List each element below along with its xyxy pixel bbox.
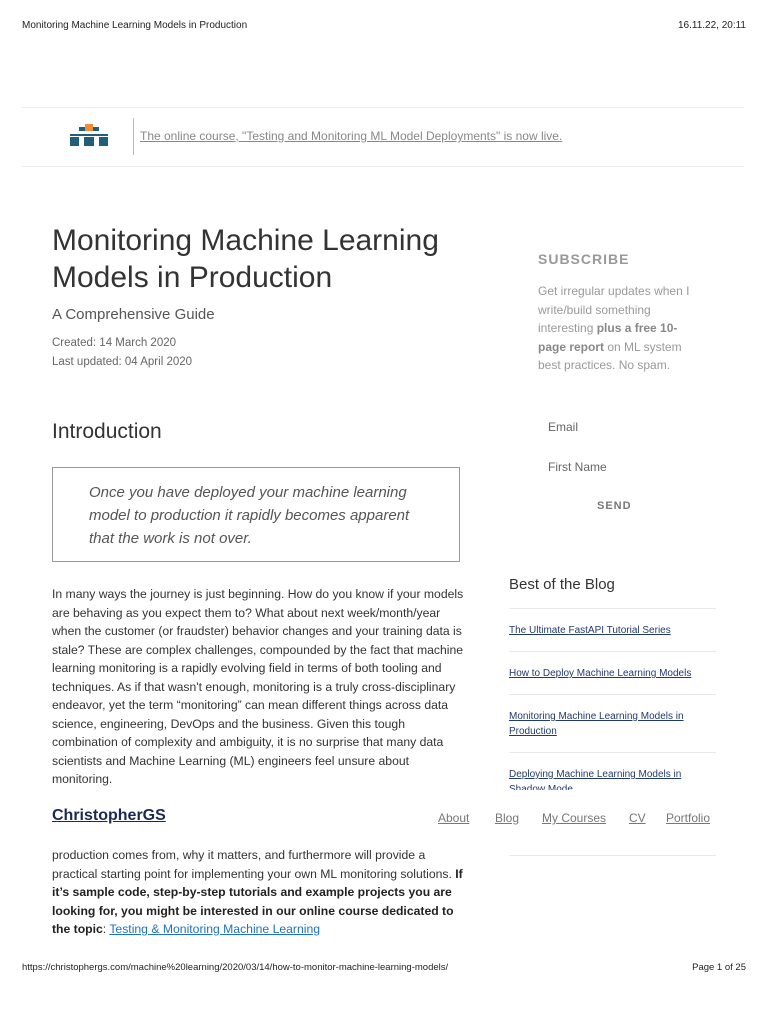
intro-paragraph-continued [52,846,467,939]
email-field[interactable]: Email [548,420,579,434]
paragraph-colon: : [102,922,110,936]
best-of-blog-heading: Best of the Blog [509,576,615,593]
created-date: Created: 14 March 2020 [52,337,177,349]
subscribe-bold-text: plus a free 10-page report [538,321,678,354]
site-logo-icon[interactable] [70,124,108,146]
nav-my-courses[interactable]: My Courses [542,811,607,825]
divider [133,118,134,155]
subscribe-heading: SUBSCRIBE [538,251,630,267]
subscribe-description [538,282,698,375]
site-brand-link[interactable]: ChristopherGS [52,807,166,824]
print-footer-page: Page 1 of 25 [692,962,746,973]
divider [509,694,716,695]
subscribe-text: Get irregular updates when I write/build something interesting [538,284,690,335]
intro-heading: Introduction [52,420,162,443]
send-button[interactable]: SEND [597,500,632,512]
print-header-title: Monitoring Machine Learning Models in Production [22,20,248,31]
divider [22,166,744,167]
divider [22,107,744,108]
divider [509,855,716,856]
nav-cv[interactable]: CV [629,811,646,825]
print-header-datetime: 16.11.22, 20:11 [677,20,746,31]
pull-quote: Once you have deployed your machine learning model to production it rapidly becomes apparent that the work is not over. [52,467,460,562]
divider [509,608,716,609]
page-title: Monitoring Machine Learning Models in Production [52,224,439,294]
blog-link[interactable]: Deploying Machine Learning Models in [509,769,682,780]
nav-blog[interactable]: Blog [495,811,520,825]
blog-link[interactable]: How to Deploy Machine Learning Models [509,668,692,679]
course-announcement-link[interactable]: The online course, "Testing and Monitoring ML Model Deployments" is now live. [140,129,563,143]
subscribe-text-end: on ML system best practices. No spam. [538,339,682,372]
paragraph-bold-text: If it’s sample code, step-by-step tutorials and example projects you are looking for, you might be interested in our online course dedicated to the topic [52,866,463,936]
blog-link[interactable]: The Ultimate FastAPI Tutorial Series [509,625,671,636]
blog-link[interactable]: Monitoring Machine Learning Models in Production [509,711,684,737]
first-name-field[interactable]: First Name [548,460,607,474]
print-footer-url: https://christophergs.com/machine%20learning/2020/03/14/how-to-monitor-machine-learning-models/ [22,962,449,973]
page-subtitle: A Comprehensive Guide [52,306,215,323]
divider [509,752,716,753]
nav-portfolio[interactable]: Portfolio [666,811,711,825]
nav-about[interactable]: About [438,811,470,825]
paragraph-text: production comes from, why it matters, and furthermore will provide a practical starting point for implementing your own ML monitoring solutions. [52,848,456,881]
divider [509,651,716,652]
course-link[interactable]: Testing & Monitoring Machine Learning [109,922,321,936]
intro-paragraph: In many ways the journey is just beginning. How do you know if your models are behaving as you expect them to? What about next week/month/year when the customer (or fraudster) behavior changes and your training data is stale? These are complex challenges, compounded by the fact that machine learning monitoring is a rapidly evolving field in terms of both tooling and techniques. As if that wasn't enough, monitoring is a truly cross-disciplinary endeavor, yet the term “monitoring” can mean different things across data science, engineering, DevOps and the business. Given this tough combination of complexity and ambiguity, it is no surprise that many data scientists and Machine Learning (ML) engineers feel unsure about monitoring. [52,587,464,786]
updated-date: Last updated: 04 April 2020 [52,356,193,368]
